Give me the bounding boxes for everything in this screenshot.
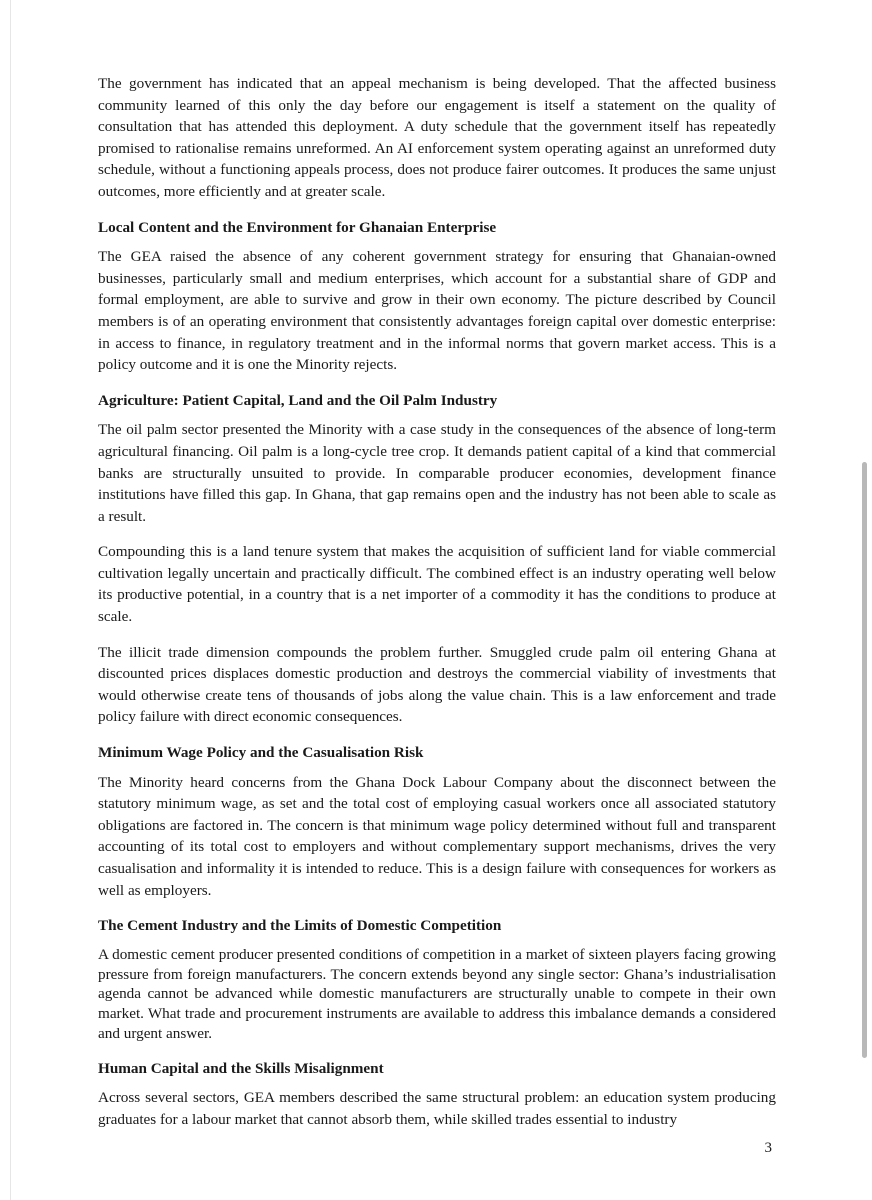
section-human-capital xyxy=(98,1058,776,1131)
section-heading: Local Content and the Environment for Ghanaian Enterprise xyxy=(98,218,497,236)
section-agriculture xyxy=(98,390,776,728)
document-page xyxy=(10,0,866,1200)
section-paragraph: The illicit trade dimension compounds the problem further. Smuggled crude palm oil entering Ghana at discounted prices displaces domestic production and destroys the commercial viability of investments that would otherwise create tens of thousands of jobs along the value chain. This is a law enforcement and trade policy failure with direct economic consequences. xyxy=(98,643,776,726)
vertical-scrollbar[interactable] xyxy=(862,462,867,1058)
section-paragraph: The oil palm sector presented the Minority with a case study in the consequences of the absence of long-term agricultural financing. Oil palm is a long-cycle tree crop. It demands patient capital of a kind that commercial banks are structurally unsuited to provide. In comparable producer economies, development finance institutions have filled this gap. In Ghana, that gap remains open and the industry has not been able to scale as a result. xyxy=(98,421,776,525)
section-paragraph: The Minority heard concerns from the Ghana Dock Labour Company about the disconnect between the statutory minimum wage, as set and the total cost of employing casual workers once all associated statutory obligations are factored in. The concern is that minimum wage policy determined without full and transparent accounting of its total cost to employers and without complementary support mechanisms, drives the very casualisation and informality it is intended to reduce. This is a design failure with consequences for workers as well as employers. xyxy=(98,773,776,899)
section-heading: Human Capital and the Skills Misalignment xyxy=(98,1059,384,1077)
section-paragraph: Compounding this is a land tenure system that makes the acquisition of sufficient land for viable commercial cultivation legally uncertain and practically difficult. The combined effect is an industry operating well below its productive potential, in a country that is a net importer of a commodity it has the conditions to produce at scale. xyxy=(98,543,776,626)
section-heading: Agriculture: Patient Capital, Land and the Oil Palm Industry xyxy=(98,391,498,409)
section-heading: Minimum Wage Policy and the Casualisation Risk xyxy=(98,744,424,762)
section-paragraph: The GEA raised the absence of any coherent government strategy for ensuring that Ghanaian-owned businesses, particularly small and medium enterprises, which account for a substantial share of GDP and formal employment, are able to survive and grow in their own economy. The picture described by Council members is of an operating environment that consistently advantages foreign capital over domestic enterprise: in access to finance, in regulatory treatment and in the informal norms that govern market access. This is a policy outcome and it is one the Minority rejects. xyxy=(98,248,776,374)
section-heading: The Cement Industry and the Limits of Domestic Competition xyxy=(98,917,502,935)
section-cement-industry xyxy=(98,915,776,1044)
page-number: 3 xyxy=(764,1140,772,1156)
section-paragraph: Across several sectors, GEA members described the same structural problem: an education system producing graduates for a labour market that cannot absorb them, while skilled trades essential to industry xyxy=(98,1089,776,1128)
section-paragraph: A domestic cement producer presented conditions of competition in a market of sixteen players facing growing pressure from foreign manufacturers. The concern extends beyond any single sector: Ghana’s industrialisation agenda cannot be advanced while domestic manufacturers are structurally unable to compete in their own market. What trade and procurement instruments are available to address this imbalance demands a considered and urgent answer. xyxy=(98,945,776,1042)
section-minimum-wage xyxy=(98,742,776,901)
section-local-content xyxy=(98,217,776,376)
page-content xyxy=(98,73,776,1145)
intro-paragraph: The government has indicated that an appeal mechanism is being developed. That the affected business community learned of this only the day before our engagement is itself a statement on the quality of consultation that has attended this deployment. A duty schedule that the government itself has repeatedly promised to rationalise remains unreformed. An AI enforcement system operating against an unreformed duty schedule, without a functioning appeals process, does not produce fairer outcomes. It produces the same unjust outcomes, more efficiently and at greater scale. xyxy=(98,75,776,200)
